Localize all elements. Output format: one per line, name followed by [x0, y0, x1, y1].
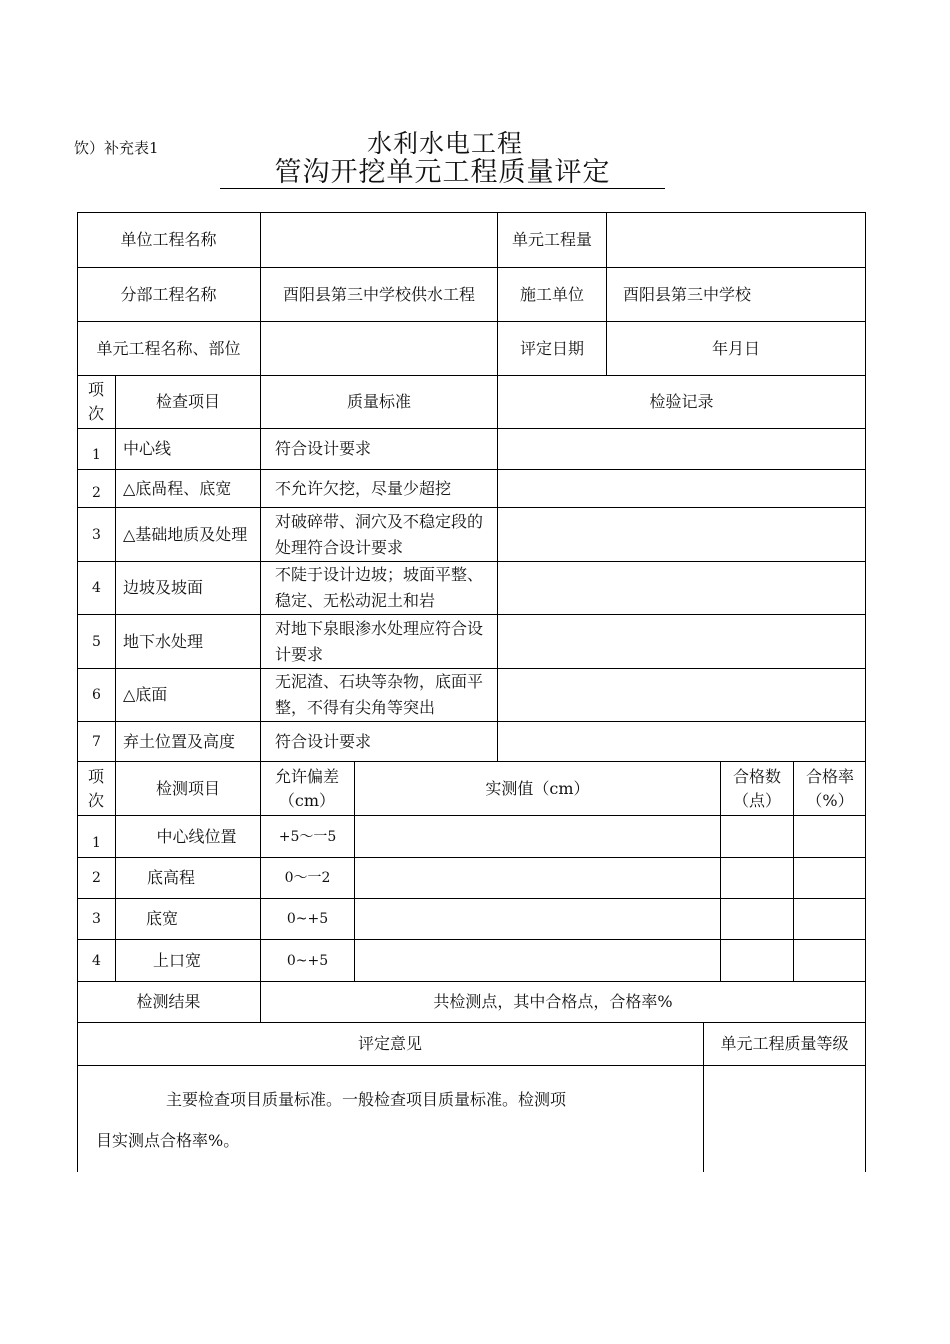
inspection-no: 4: [92, 580, 101, 596]
inspection-standard: 不允许欠挖，尽量少超挖: [275, 478, 452, 498]
measurement-item: 中心线位置: [156, 826, 237, 846]
inspection-standard: 不陡于设计边坡；坡面平整、稳定、无松动泥土和岩: [275, 565, 484, 610]
element-qty-value[interactable]: [607, 212, 865, 267]
inspection-standard: 对地下泉眼渗水处理应符合设计要求: [275, 618, 484, 664]
element-name-value[interactable]: [261, 322, 497, 375]
pass-count-cell[interactable]: [721, 940, 793, 981]
measured-value-cell[interactable]: [355, 940, 720, 981]
measurement-item: 上口宽: [152, 950, 201, 970]
inspection-standard: 对破碎带、洞穴及不稳定段的处理符合设计要求: [275, 511, 484, 557]
inspection-record-cell[interactable]: [498, 615, 865, 668]
contractor-label: 施工单位: [519, 284, 584, 304]
pass-rate-cell[interactable]: [794, 816, 865, 857]
measured-value-cell[interactable]: [355, 816, 720, 857]
measurement-no: 3: [92, 911, 101, 927]
opinion-line-2: 目实测点合格率%。: [96, 1131, 240, 1150]
pass-count-cell[interactable]: [721, 899, 793, 939]
tolerance-value: 0~+5: [286, 952, 329, 969]
form-title-line2: 管沟开挖单元工程质量评定: [220, 158, 665, 189]
inspection-item: △底咼程、底宽: [123, 478, 232, 498]
inspection-no: 2: [92, 485, 101, 501]
measured-value-header: 实测值（cm）: [485, 778, 590, 798]
result-text[interactable]: 共检测点，其中合格点，合格率%: [433, 992, 673, 1011]
inspection-no: 6: [92, 687, 101, 703]
inspection-item: △基础地质及处理: [123, 524, 248, 544]
inspection-item: 地下水处理: [123, 631, 204, 651]
tolerance-value: +5〜一5: [278, 828, 337, 845]
pass-rate-cell[interactable]: [794, 940, 865, 981]
measurement-no: 2: [92, 870, 101, 886]
inspection-record-cell[interactable]: [498, 722, 865, 761]
division-label: 分部工程名称: [120, 284, 217, 304]
inspection-no: 3: [92, 526, 101, 543]
pass-rate-cell[interactable]: [794, 858, 865, 898]
division-value[interactable]: 酉阳县第三中学校供水工程: [282, 284, 475, 304]
measurement-no-header: 项次: [87, 766, 104, 810]
date-label: 评定日期: [519, 338, 584, 358]
inspection-no: 5: [92, 633, 101, 650]
inspection-record-cell[interactable]: [498, 470, 865, 507]
pass-rate-cell[interactable]: [794, 899, 865, 939]
opinion-label: 评定意见: [357, 1034, 422, 1053]
inspection-standard: 无泥渣、石块等杂物，底面平整，不得有尖角等突出: [275, 672, 484, 717]
inspection-standard: 符合设计要求: [275, 439, 372, 458]
contractor-value[interactable]: 酉阳县第三中学校: [623, 284, 752, 304]
measured-value-cell[interactable]: [355, 899, 720, 939]
inspection-standard-header: 质量标准: [346, 392, 411, 411]
measurement-item-header: 检测项目: [155, 778, 220, 798]
inspection-item: 弃土位置及高度: [123, 731, 236, 751]
measurement-no: 1: [92, 835, 101, 851]
assessment-table: [77, 212, 866, 1172]
element-qty-label: 单元工程量: [511, 229, 592, 249]
unit-project-value[interactable]: [261, 212, 497, 267]
inspection-standard: 符合设计要求: [275, 731, 372, 751]
inspection-no: 7: [92, 733, 101, 750]
tolerance-value: 0~+5: [286, 911, 329, 927]
measurement-no: 4: [92, 952, 101, 969]
inspection-item: △底面: [123, 685, 168, 704]
form-reference: 饮）补充表1: [74, 139, 159, 157]
tolerance-value: 0〜一2: [284, 870, 331, 886]
element-name-label: 单元工程名称、部位: [96, 338, 241, 358]
measurement-item: 底高程: [146, 868, 195, 887]
grade-cell[interactable]: [704, 1066, 865, 1172]
inspection-record-cell[interactable]: [498, 669, 865, 721]
form-title-line1: 水利水电工程: [366, 129, 523, 158]
grade-label: 单元工程质量等级: [720, 1034, 849, 1053]
pass-count-cell[interactable]: [721, 858, 793, 898]
inspection-item: 中心线: [123, 439, 172, 458]
pass-rate-header: 合格率（%）: [805, 766, 854, 810]
inspection-record-cell[interactable]: [498, 562, 865, 614]
tolerance-header: 允许偏差（cm）: [274, 766, 339, 810]
inspection-no-header: 项次: [87, 380, 104, 423]
pass-count-header: 合格数（点）: [732, 766, 781, 810]
result-label: 检测结果: [136, 992, 201, 1011]
measured-value-cell[interactable]: [355, 858, 720, 898]
inspection-item-header: 检查项目: [155, 392, 220, 411]
pass-count-cell[interactable]: [721, 816, 793, 857]
inspection-record-cell[interactable]: [498, 429, 865, 469]
opinion-line-1: 主要检查项目质量标准。一般检查项目质量标准。检测项: [166, 1090, 567, 1109]
inspection-no: 1: [92, 447, 101, 463]
unit-project-label: 单位工程名称: [120, 229, 217, 249]
inspection-record-header: 检验记录: [649, 392, 714, 411]
measurement-item: 底宽: [145, 909, 178, 928]
inspection-record-cell[interactable]: [498, 508, 865, 561]
inspection-item: 边坡及坡面: [123, 578, 204, 597]
date-value[interactable]: 年月日: [711, 338, 760, 358]
